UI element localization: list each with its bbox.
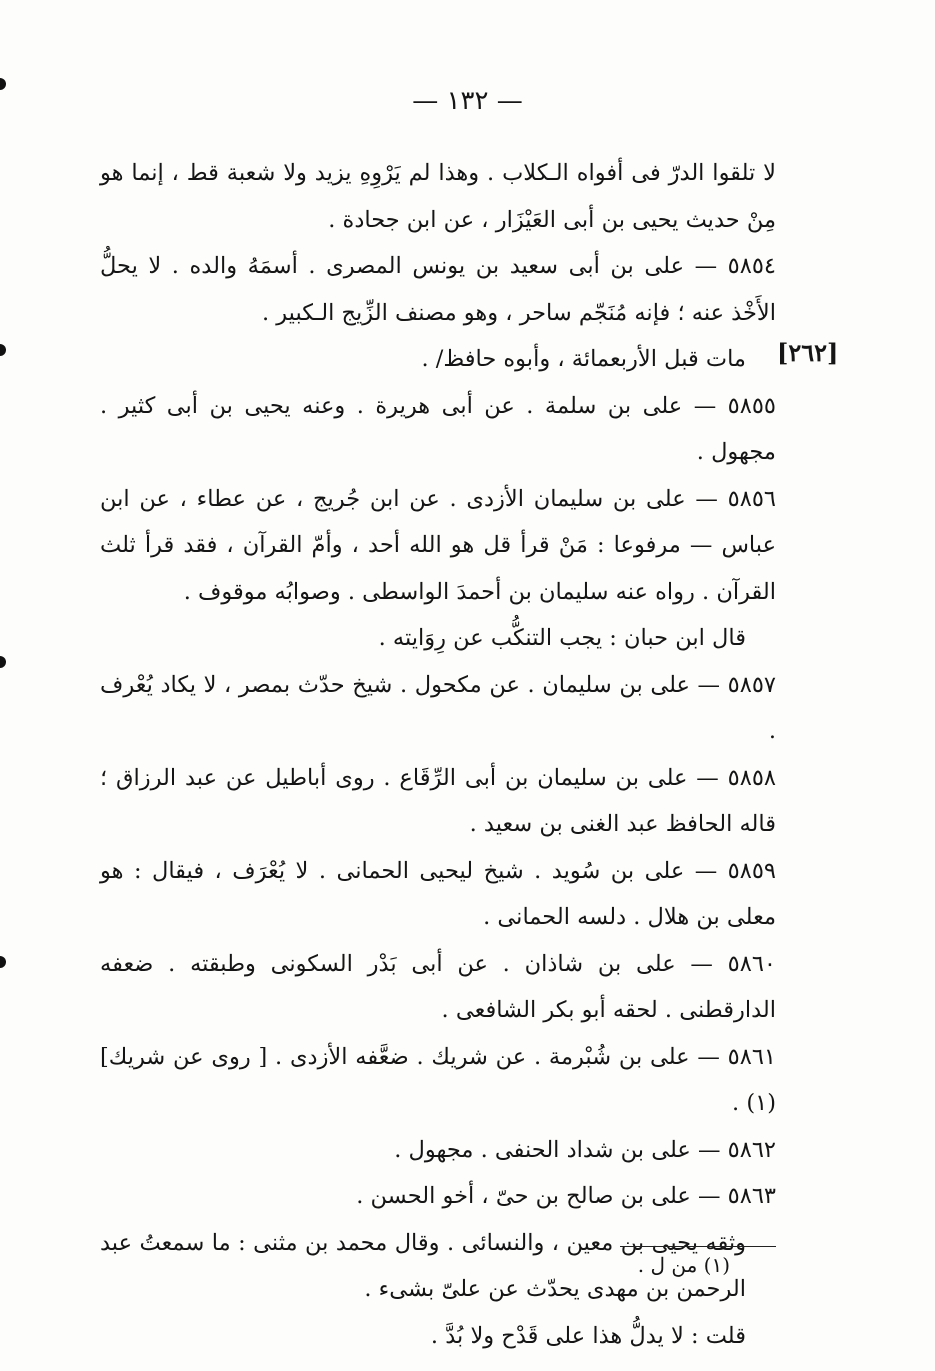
entry-5856: ٥٨٥٦ — على بن سليمان الأزدى . عن ابن جُريج ، عن عطاء ، عن ابن عباس — مرفوعا : مَنْ قرأ قل هو الله أحد ، وأمّ القرآن ، فقد قرأ ثلث القرآن . رواه عنه سليمان بن أحمدَ الواسطى . وصوابُه موقوف . xyxy=(100,485,776,605)
paragraph: مات قبل الأربعمائة ، وأبوه حافظ/ . xyxy=(421,346,746,372)
page-edge-mark xyxy=(0,656,6,668)
entry-5855: ٥٨٥٥ — على بن سلمة . عن أبى هريرة . وعنه يحيى بن أبى كثير . مجهول . xyxy=(100,392,776,465)
paragraph: لا تلقوا الدرّ فى أفواه الـكلاب . وهذا لم يَرْوِهِ يزيد ولا شعبة قط ، إنما هو مِنْ حديث يحيى بن أبى العَيْزَار ، عن ابن جحادة . xyxy=(100,160,776,233)
entry-5862: ٥٨٦٢ — على بن شداد الحنفى . مجهول . xyxy=(394,1136,776,1163)
paragraph: قلت : لا يدلُّ هذا على قَدْح ولا بُدَّ . xyxy=(430,1322,746,1349)
paragraph: وثقه يحيى بن معين ، والنسائى . وقال محمد بن مثنى : ما سمعتُ عبد الرحمن بن مهدى يحدّث عن علىّ بشىء . xyxy=(100,1229,746,1302)
page-number: — ١٣٢ — xyxy=(412,86,523,116)
paragraph: قال ابن حبان : يجب التنكُّب عن رِوَايته . xyxy=(378,625,746,651)
body-text xyxy=(100,150,776,1359)
footnote-divider xyxy=(620,1246,776,1247)
entry-5861: ٥٨٦١ — على بن شُبْرمة . عن شريك . ضعَّفه الأزدى . [ روى عن شريك](١) . xyxy=(100,1043,776,1116)
page-edge-mark xyxy=(0,956,6,968)
entry-5857: ٥٨٥٧ — على بن سليمان . عن مكحول . شيخ حدّث بمصر ، لا يكاد يُعْرف . xyxy=(100,671,776,744)
entry-5854: ٥٨٥٤ — على بن أبى سعيد بن يونس المصرى . أسمَهُ والده . لا يحلُّ الأَخْذ عنه ؛ فإنه مُنَجّم ساحر ، وهو مصنف الزِّيج الـكبير . xyxy=(100,253,776,326)
margin-reference: [٢٦٢] xyxy=(777,338,839,367)
page-edge-mark xyxy=(0,344,6,356)
entry-5858: ٥٨٥٨ — على بن سليمان بن أبى الرِّقَاع . روى أباطيل عن عبد الرزاق ؛ قاله الحافظ عبد الغنى بن سعيد . xyxy=(100,764,776,837)
footnote: (١) من ل . xyxy=(637,1253,730,1277)
entry-5863: ٥٨٦٣ — على بن صالح بن حىّ ، أخو الحسن . xyxy=(356,1183,776,1209)
entry-5859: ٥٨٥٩ — على بن سُويد . شيخ ليحيى الحمانى . لا يُعْرَف ، فيقال : هو معلى بن هلال . دلسه الحمانى . xyxy=(100,857,776,930)
entry-5860: ٥٨٦٠ — على بن شاذان . عن أبى بَدْر السكونى وطبقته . ضعفه الدارقطنى . لحقه أبو بكر الشافعى . xyxy=(100,950,776,1023)
